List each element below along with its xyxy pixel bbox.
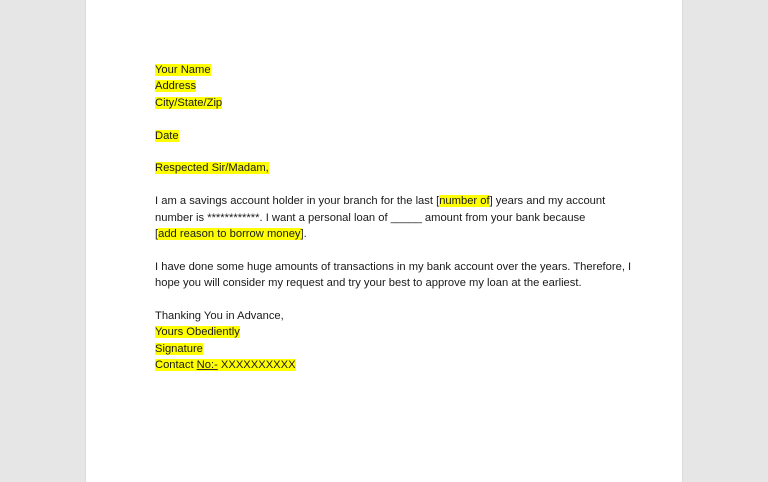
document-page [86,0,682,482]
closing-yours-line [155,324,625,340]
date-field: Date [155,129,179,142]
paragraph1-text: number is ************. I want a personal loan of _____ amount from your bank because [155,211,586,224]
sender-name: Your Name [155,64,211,76]
paragraph1-text: ] years and my account [489,195,606,208]
letter-body [155,62,632,374]
number-of-placeholder: number of [439,195,490,208]
contact-value: XXXXXXXXXX [217,359,296,372]
salutation-line [155,160,625,176]
paragraph2-line1 [155,259,632,275]
sender-city-line [155,95,625,111]
signature-line [155,341,625,357]
sender-city-state-zip: City/State/Zip [155,96,223,109]
paragraph1-line3 [155,226,625,242]
paragraph1-text: [ [155,228,159,241]
contact-no-label: No:- [196,359,218,372]
closing-thanks-line [155,308,625,324]
paragraph1-text: I am a savings account holder in your branch for the last [ [155,195,440,208]
spacer [155,292,625,308]
closing-yours: Yours Obediently [155,326,240,339]
sender-address-line [155,78,625,94]
signature: Signature [155,342,203,355]
spacer [155,242,625,258]
contact-label: Contact [155,359,197,372]
contact-field [155,359,296,371]
date-line [155,128,625,144]
spacer [155,111,625,127]
salutation: Respected Sir/Madam, [155,162,269,175]
reason-placeholder: add reason to borrow money [158,228,301,241]
contact-line [155,357,625,373]
spacer [155,144,625,160]
sender-block [155,62,625,78]
paragraph1-line2 [155,210,625,226]
closing-thanks: Thanking You in Advance, [155,310,284,323]
paragraph1-line1 [155,193,625,209]
paragraph2-line2 [155,275,625,291]
paragraph2-text: hope you will consider my request and try your best to approve my loan at the earliest. [155,277,582,290]
spacer [155,177,625,193]
paragraph2-text: I have done some huge amounts of transactions in my bank account over the years. Therefore, I [155,260,632,273]
sender-address: Address [155,80,197,93]
paragraph1-text: ]. [300,228,307,241]
